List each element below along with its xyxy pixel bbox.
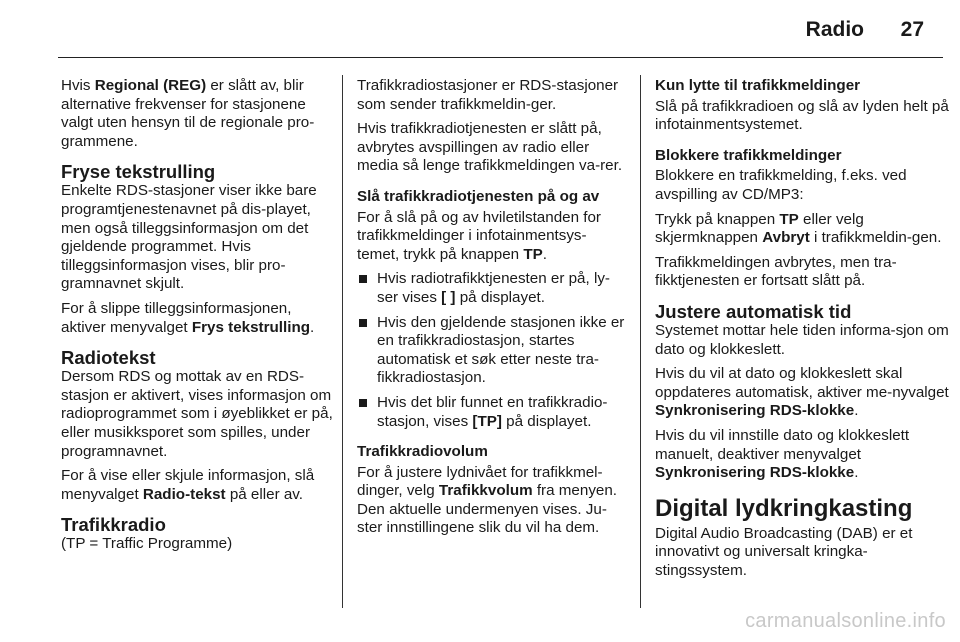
page-header <box>0 0 960 60</box>
column-divider-2 <box>640 75 641 608</box>
bullet-square-icon <box>359 319 367 327</box>
bullet-list <box>357 270 625 431</box>
header-divider <box>58 57 943 58</box>
watermark: carmanualsonline.info <box>745 610 946 632</box>
list-item: Hvis radiotrafikktjenesten er på, ly-ser vises [ ] på displayet. <box>357 270 625 307</box>
paragraph-radiotekst-1: Dersom RDS og mottak av en RDS-stasjon er aktivert, vises informasjon om radioprogrammet som i øyeblikket er på, eller musikksporet som spilles, under programnavnet. <box>61 368 333 460</box>
heading-kun-lytte: Kun lytte til trafikkmeldinger <box>655 77 861 94</box>
heading-fryse-tekstrulling: Fryse tekstrulling <box>61 161 216 183</box>
section-title: Radio <box>805 18 864 41</box>
paragraph-regional: Hvis Regional (REG) er slått av, blir alternative frekvenser for stasjonene valgt uten hensyn til de regionale pro-grammene. <box>61 77 315 150</box>
paragraph-justere-2: Hvis du vil at dato og klokkeslett skal oppdateres automatisk, aktiver me-nyvalget Synkronisering RDS-klokke. <box>655 365 949 420</box>
paragraph-blokkere-1: Blokkere en trafikkmelding, f.eks. ved avspilling av CD/MP3: <box>655 167 907 203</box>
paragraph-justere-3: Hvis du vil innstille dato og klokkeslett manuelt, deaktiver menyvalget Synkronisering RDS-klokke. <box>655 426 910 482</box>
paragraph-slaa-paa-av: For å slå på og av hviletilstanden for trafikkmeldinger i infotainmentsys-temet, trykk på knappen TP. <box>357 208 601 263</box>
paragraph-justere-1: Systemet mottar hele tiden informa-sjon om dato og klokkeslett. <box>655 321 949 358</box>
column-3 <box>655 77 949 586</box>
heading-trafikkradiovolum: Trafikkradiovolum <box>357 443 488 461</box>
list-item: Hvis det blir funnet en trafikkradio-stasjon, vises [TP] på displayet. <box>357 394 625 431</box>
heading-radiotekst: Radiotekst <box>61 347 156 369</box>
bullet-square-icon <box>359 399 367 407</box>
heading-trafikkradio: Trafikkradio <box>61 514 166 536</box>
paragraph-blokkere-3: Trafikkmeldingen avbrytes, men tra-fikktjenesten er fortsatt slått på. <box>655 253 897 290</box>
paragraph-radiotekst-2: For å vise eller skjule informasjon, slå menyvalget Radio-tekst på eller av. <box>61 467 315 503</box>
paragraph-trafikkradio: (TP = Traffic Programme) <box>61 535 233 553</box>
heading-digital-lydkringkasting: Digital lydkringkasting <box>655 494 913 522</box>
paragraph-fryse-1: Enkelte RDS-stasjoner viser ikke bare programtjenestenavnet på dis-playet, men også tilleggsinformasjon om det gjeldende programmet. Hvis tilleggsinformasjon vises, blir pro-gramnavnet skjult. <box>61 182 317 293</box>
paragraph-digital: Digital Audio Broadcasting (DAB) er et innovativt og universalt kringka-stingssystem. <box>655 524 913 579</box>
paragraph-fryse-2: For å slippe tilleggsinformasjonen, aktiver menyvalget Frys tekstrulling. <box>61 299 315 336</box>
paragraph-trafikkradiostasjoner: Trafikkradiostasjoner er RDS-stasjoner som sender trafikkmeldin-ger. <box>357 77 619 113</box>
column-1 <box>61 77 333 560</box>
column-divider-1 <box>342 75 343 608</box>
paragraph-trafikkradiovolum: For å justere lydnivået for trafikkmel-dinger, velg Trafikkvolum fra menyen. Den aktuelle undermenyen vises. Ju-ster innstillingene slik du vil ha dem. <box>357 463 618 537</box>
heading-slaa-paa-av: Slå trafikkradiotjenesten på og av <box>357 187 600 205</box>
page-number: 27 <box>900 18 924 41</box>
column-2 <box>357 77 625 544</box>
paragraph-avbrytes: Hvis trafikkradiotjenesten er slått på, avbrytes avspillingen av radio eller media så lenge trafikkmeldingen va-rer. <box>357 120 623 175</box>
heading-justere-tid: Justere automatisk tid <box>655 300 852 322</box>
paragraph-kun-lytte: Slå på trafikkradioen og slå av lyden helt på infotainmentsystemet. <box>655 97 949 134</box>
paragraph-blokkere-2: Trykk på knappen TP eller velg skjermknappen Avbryt i trafikkmeldin-gen. <box>655 210 942 247</box>
heading-blokkere: Blokkere trafikkmeldinger <box>655 146 842 164</box>
list-item: Hvis den gjeldende stasjonen ikke er en trafikkradiostasjon, startes automatisk et søk etter neste tra-fikkradiostasjon. <box>357 314 625 388</box>
bullet-square-icon <box>359 275 367 283</box>
